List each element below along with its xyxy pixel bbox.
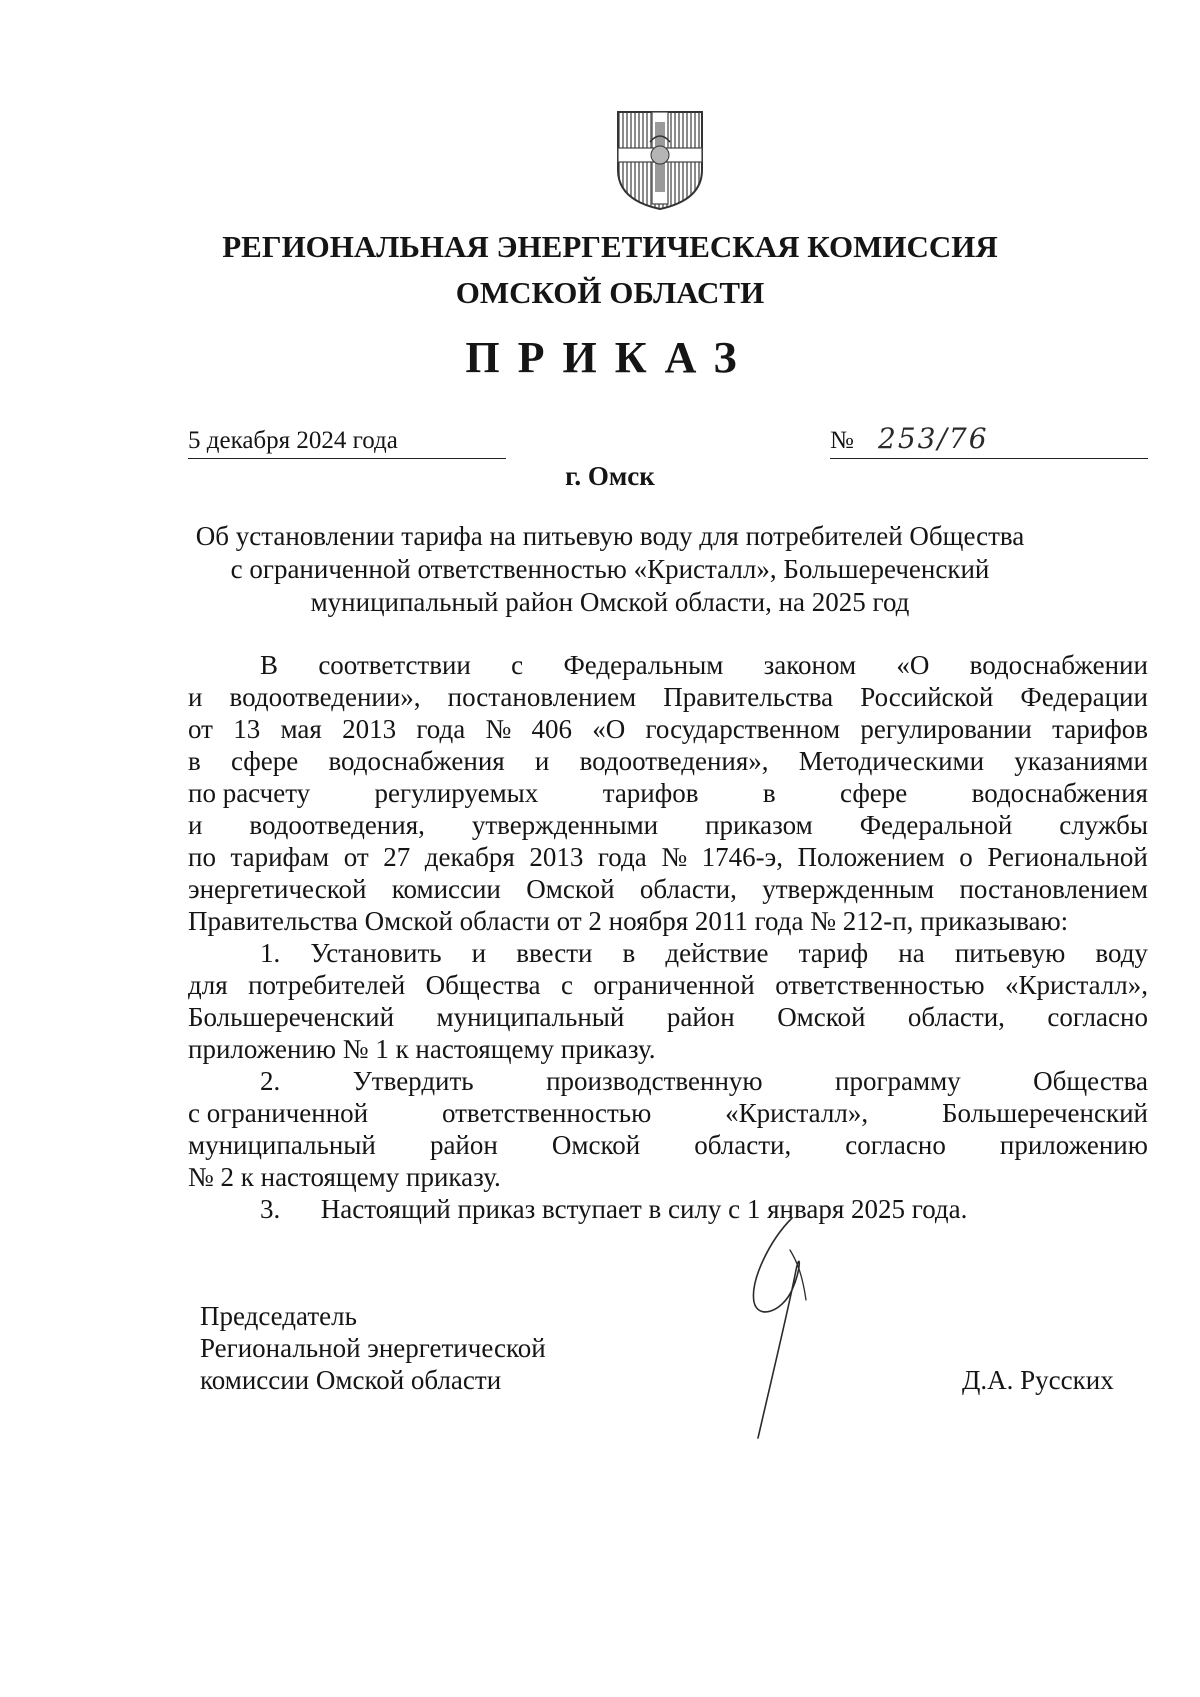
body-word: водоотведения», (579, 746, 769, 776)
body-line-text: 3. Настоящий приказ вступает в силу с 1 января 2025 года. (260, 1194, 968, 1224)
subject-line: муниципальный район Омской области, на 2025 год (310, 587, 910, 617)
body-word: потребителей (248, 970, 406, 1000)
document-date-field (188, 424, 506, 459)
body-word: постановлением (447, 682, 637, 712)
body-word: 27 (383, 842, 411, 872)
body-word: согласно (845, 1130, 946, 1160)
body-line-text: приложению № 1 к настоящему приказу. (188, 1034, 656, 1064)
document-number-label: № (830, 427, 854, 454)
body-word: области, (694, 1130, 792, 1160)
body-line (188, 745, 1148, 777)
body-word: тарифов (602, 778, 699, 808)
document-number-handwritten: 253/76 (878, 422, 989, 455)
body-word: и (188, 682, 203, 712)
body-word: Омской (551, 1130, 641, 1160)
body-line (188, 873, 1148, 905)
subject-line: Об установлении тарифа на питьевую воду для потребителей Общества (195, 521, 1025, 551)
body-word: № (661, 842, 688, 872)
body-line (188, 905, 1148, 937)
body-word: «О (896, 650, 930, 680)
body-word: район (666, 1002, 735, 1032)
document-number-field (830, 424, 1148, 459)
body-word: указаниями (1014, 746, 1148, 776)
body-word: для (188, 970, 228, 1000)
body-line (188, 841, 1148, 873)
body-word: № (485, 714, 512, 744)
body-line (188, 1001, 1148, 1033)
body-word: утвержденными (471, 810, 659, 840)
body-word: регулировании (860, 714, 1032, 744)
signatory-title-line: комиссии Омской области (200, 1365, 502, 1395)
body-word: Утвердить (352, 1066, 474, 1096)
body-word: Российской (860, 682, 994, 712)
body-line (188, 937, 1148, 969)
body-word: в (622, 938, 636, 968)
body-word: 1746-э, (701, 842, 783, 872)
body-word: действие (665, 938, 769, 968)
subject-line: с ограниченной ответственностью «Кристалл», Большереченский (230, 554, 990, 584)
body-line-text: № 2 к настоящему приказу. (188, 1162, 501, 1192)
body-word: водоотведения, (249, 810, 425, 840)
body-word: энергетической (188, 874, 367, 904)
document-date: 5 декабря 2024 года (188, 427, 398, 454)
body-word: приложению (999, 1130, 1148, 1160)
body-word: с (511, 650, 524, 680)
body-word: Региональной (987, 842, 1148, 872)
body-word: 1. (260, 938, 281, 968)
body-word: водоснабжения (971, 778, 1148, 808)
body-word: области, (639, 874, 737, 904)
body-word: от (188, 714, 213, 744)
document-body (188, 649, 1148, 1225)
body-word: район (429, 1130, 498, 1160)
body-word: 406 (531, 714, 572, 744)
body-word: на (898, 938, 925, 968)
body-word: Правительства (663, 682, 834, 712)
body-word: декабря (424, 842, 515, 872)
body-word: постановлением (959, 874, 1148, 904)
body-word: комиссии (391, 874, 501, 904)
body-word: водоотведении», (229, 682, 421, 712)
body-word: и (188, 810, 203, 840)
city: г. Омск (565, 461, 655, 491)
body-word: водоснабжения (328, 746, 505, 776)
coat-of-arms-icon (614, 108, 706, 212)
body-word: муниципальный (188, 1130, 376, 1160)
body-word: и (471, 938, 487, 968)
signatory-title-line: Региональной энергетической (200, 1333, 546, 1363)
body-word: Положением (797, 842, 945, 872)
body-word: ответственностью (441, 1098, 652, 1128)
body-word: тарифам (230, 842, 330, 872)
document-subject (180, 520, 1040, 619)
body-word: Большереченский (941, 1098, 1148, 1128)
body-word: ввести (516, 938, 593, 968)
body-word: В (260, 650, 279, 680)
body-line (188, 649, 1148, 681)
body-word: от (343, 842, 369, 872)
body-word: 2013 (529, 842, 584, 872)
body-word: с ограниченной (188, 1098, 369, 1128)
body-word: сфере (230, 746, 299, 776)
body-word: тариф (798, 938, 869, 968)
body-word: в (188, 746, 201, 776)
body-word: Омской (526, 874, 615, 904)
body-word: Большереченский (188, 1002, 395, 1032)
signatory-name: Д.А. Русских (962, 1365, 1114, 1395)
body-word: службы (1059, 810, 1148, 840)
body-line (188, 1097, 1148, 1129)
body-word: и (534, 746, 550, 776)
organization-name-line2: ОМСКОЙ ОБЛАСТИ (455, 275, 765, 310)
body-word: утвержденным (762, 874, 935, 904)
body-word: «Кристалл», (1005, 970, 1148, 1000)
body-word: с (560, 970, 573, 1000)
body-line (188, 1161, 1148, 1193)
body-word: ответственностью (775, 970, 985, 1000)
signatory-title (200, 1300, 546, 1396)
body-word: государственном (645, 714, 841, 744)
body-line (188, 713, 1148, 745)
body-line (188, 1193, 1148, 1225)
body-word: года (597, 842, 647, 872)
body-word: производственную (546, 1066, 763, 1096)
body-word: муниципальный (436, 1002, 625, 1032)
body-line (188, 1129, 1148, 1161)
body-line (188, 1033, 1148, 1065)
body-word: 2. (260, 1066, 281, 1096)
body-word: мая (280, 714, 322, 744)
body-line (188, 777, 1148, 809)
body-word: приказом (705, 810, 813, 840)
body-word: воду (1095, 938, 1148, 968)
body-word: Установить (310, 938, 442, 968)
body-word: сфере (840, 778, 908, 808)
body-word: 2013 (342, 714, 397, 744)
body-line (188, 969, 1148, 1001)
signatory-title-line: Председатель (200, 1301, 357, 1331)
body-word: тарифов (1052, 714, 1148, 744)
body-word: Общества (1033, 1066, 1148, 1096)
body-word: законом (763, 650, 857, 680)
body-word: питьевую (954, 938, 1066, 968)
body-word: «О (592, 714, 626, 744)
body-word: Общества (425, 970, 541, 1000)
body-word: Федеральным (563, 650, 724, 680)
body-word: ограниченной (593, 970, 755, 1000)
body-word: о (959, 842, 973, 872)
body-word: области, (907, 1002, 1005, 1032)
body-line (188, 1065, 1148, 1097)
body-word: в (762, 778, 776, 808)
body-word: года (416, 714, 466, 744)
body-word: Методическими (798, 746, 985, 776)
body-word: по расчету (188, 778, 311, 808)
body-word: согласно (1047, 1002, 1148, 1032)
document-type-title: ПРИКАЗ (465, 333, 755, 382)
body-word: водоснабжении (969, 650, 1148, 680)
body-word: «Кристалл», (725, 1098, 869, 1128)
body-word: по (188, 842, 216, 872)
handwritten-signature (730, 1210, 850, 1450)
body-line-text: Правительства Омской области от 2 ноября 2011 года № 212-п, приказываю: (188, 906, 1069, 936)
body-word: Омской (777, 1002, 866, 1032)
organization-name-line1: РЕГИОНАЛЬНАЯ ЭНЕРГЕТИЧЕСКАЯ КОМИССИЯ (222, 229, 998, 264)
body-word: Федерации (1020, 682, 1148, 712)
body-word: регулируемых (374, 778, 539, 808)
body-word: Федеральной (859, 810, 1013, 840)
body-line (188, 681, 1148, 713)
body-word: 13 (233, 714, 261, 744)
body-word: программу (835, 1066, 961, 1096)
body-line (188, 809, 1148, 841)
body-word: соответствии (318, 650, 471, 680)
